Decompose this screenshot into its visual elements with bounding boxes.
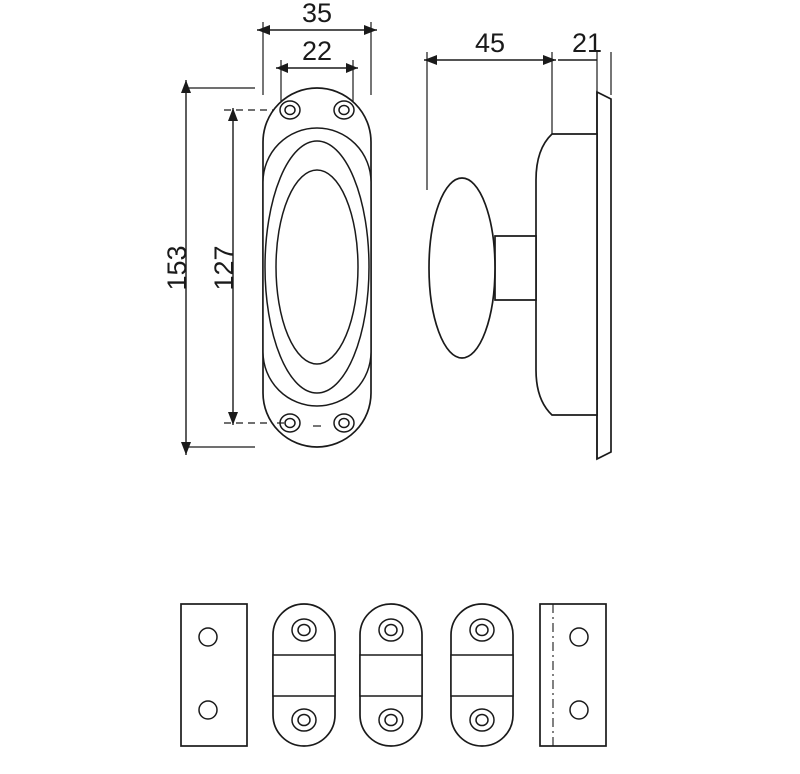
flat-plate-right-hole-top (570, 628, 588, 646)
front-elevation-view (263, 88, 371, 447)
dimension-35-label: 35 (301, 0, 333, 28)
oval-rose-3-band (451, 655, 513, 696)
oval-rose-1-screw-top-bore (298, 625, 310, 636)
flat-plate-right-hole-bottom (570, 701, 588, 719)
part-oval-rose-1 (273, 604, 335, 746)
flat-plate-right-body (540, 604, 606, 746)
dimension-153-label: 153 (162, 245, 192, 291)
part-oval-rose-2 (360, 604, 422, 746)
flat-plate-left-body (181, 604, 247, 746)
component-parts-row (181, 604, 606, 746)
part-flat-plate-right (540, 604, 606, 746)
dimension-21-label: 21 (571, 28, 603, 58)
flat-plate-left-hole-bottom (199, 701, 217, 719)
dimension-45-label: 45 (474, 28, 506, 58)
dimension-21 (558, 28, 611, 95)
flat-plate-left-hole-top (199, 628, 217, 646)
dimension-127-label: 127 (209, 245, 239, 291)
knob-inner-ellipse (276, 170, 358, 364)
screw-bottom-right-bore (339, 419, 349, 428)
oval-rose-2-band (360, 655, 422, 696)
oval-rose-1-screw-bottom-bore (298, 715, 310, 726)
rose-boss-profile (536, 134, 597, 415)
screw-top-right-bore (339, 106, 349, 115)
oval-rose-3-screw-bottom-bore (476, 715, 488, 726)
part-oval-rose-3 (451, 604, 513, 746)
oval-rose-3-screw-top-bore (476, 625, 488, 636)
side-plate-edge (597, 92, 611, 459)
oval-rose-1-band (273, 655, 335, 696)
part-flat-plate-left (181, 604, 247, 746)
oval-rose-2-screw-top-bore (385, 625, 397, 636)
knob-head-profile (429, 178, 495, 358)
side-elevation-view (429, 92, 611, 459)
screw-top-left-bore (285, 106, 295, 115)
knob-neck (495, 236, 536, 300)
screw-bottom-left-bore (285, 419, 295, 428)
dimension-22-label: 22 (301, 36, 333, 66)
oval-rose-2-screw-bottom-bore (385, 715, 397, 726)
